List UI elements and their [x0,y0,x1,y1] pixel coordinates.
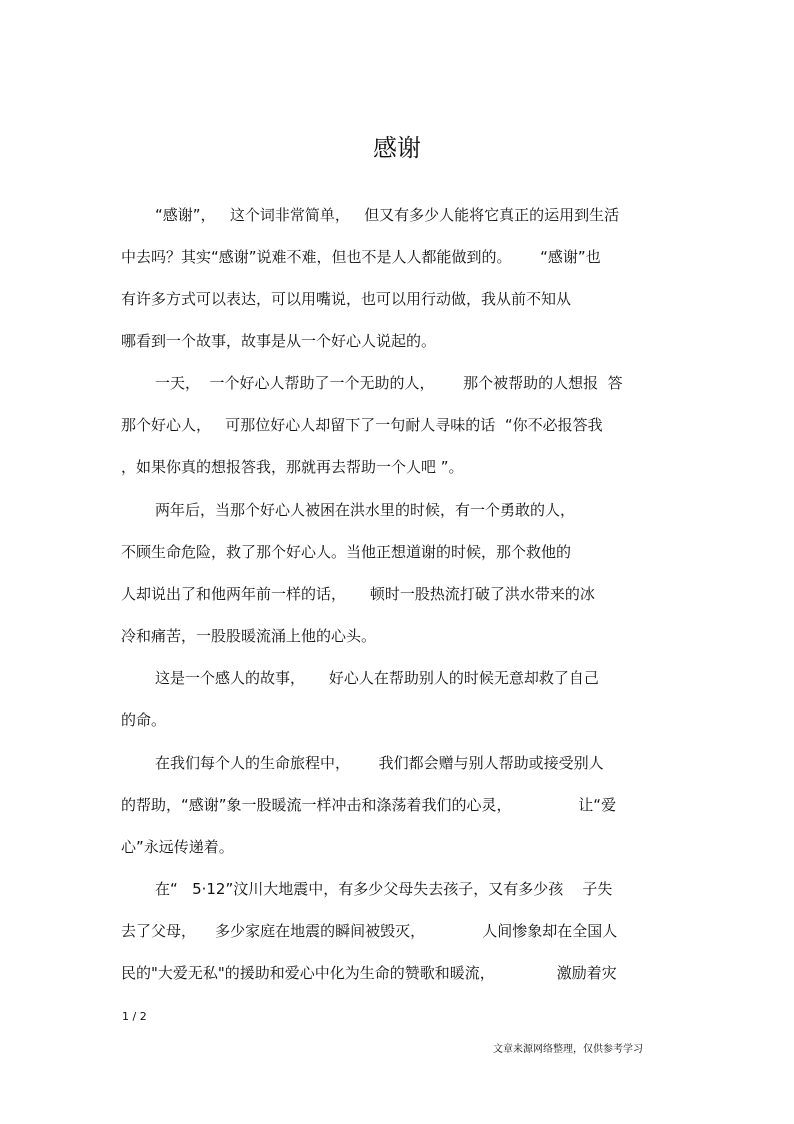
text-line: 这是一个感人的故事， 好心人在帮助别人的时候无意却救了自己 [155,669,599,687]
text-line: 民的"大爱无私"的援助和爱心中化为生命的赞歌和暖流， 激励着灾 [121,964,617,982]
text-line: 在我们每个人的生命旅程中， 我们都会赠与别人帮助或接受别人 [155,754,604,772]
text-line: 中去吗？其实“感谢”说难不难，但也不是人人都能做到的。 “感谢”也 [121,248,601,266]
text-line: 有许多方式可以表达，可以用嘴说，也可以用行动做，我从前不知从 [121,290,572,308]
text-line: 心”永远传递着。 [121,838,234,856]
text-line: 两年后，当那个好心人被困在洪水里的时候，有一个勇敢的人， [155,501,576,519]
text-line: 的帮助，“感谢”象一股暖流一样冲击和涤荡着我们的心灵， 让“爱 [121,796,617,814]
text-line: 那个好心人， 可那位好心人却留下了一句耐人寻味的话 “你不必报答我 [121,416,603,434]
document-title: 感谢 [373,134,421,162]
text-line: 去了父母， 多少家庭在地震的瞬间被毁灭， 人间惨象却在全国人 [121,922,618,940]
text-line: 哪看到一个故事，故事是从一个好心人说起的。 [121,332,437,350]
text-line: 在“ 5·12”汶川大地震中，有多少父母失去孩子，又有多少孩 子失 [155,880,613,898]
text-line: 一天， 一个好心人帮助了一个无助的人， 那个被帮助的人想报 答 [155,374,623,392]
text-line: “感谢”， 这个词非常简单， 但又有多少人能将它真正的运用到生活 [155,206,620,224]
text-line: 的命。 [121,711,167,729]
page-number: 1 / 2 [122,1010,147,1023]
text-line: ，如果你真的想报答我，那就再去帮助一个人吧 ”。 [121,458,464,476]
text-line: 人却说出了和他两年前一样的话， 顿时一股热流打破了洪水带来的冰 [121,585,595,603]
text-line: 冷和痛苦，一股股暖流涌上他的心头。 [121,627,377,645]
text-line: 不顾生命危险，救了那个好心人。当他正想道谢的时候，那个救他的 [121,543,572,561]
footer-note: 文章来源网络整理，仅供参考学习 [493,1044,643,1055]
